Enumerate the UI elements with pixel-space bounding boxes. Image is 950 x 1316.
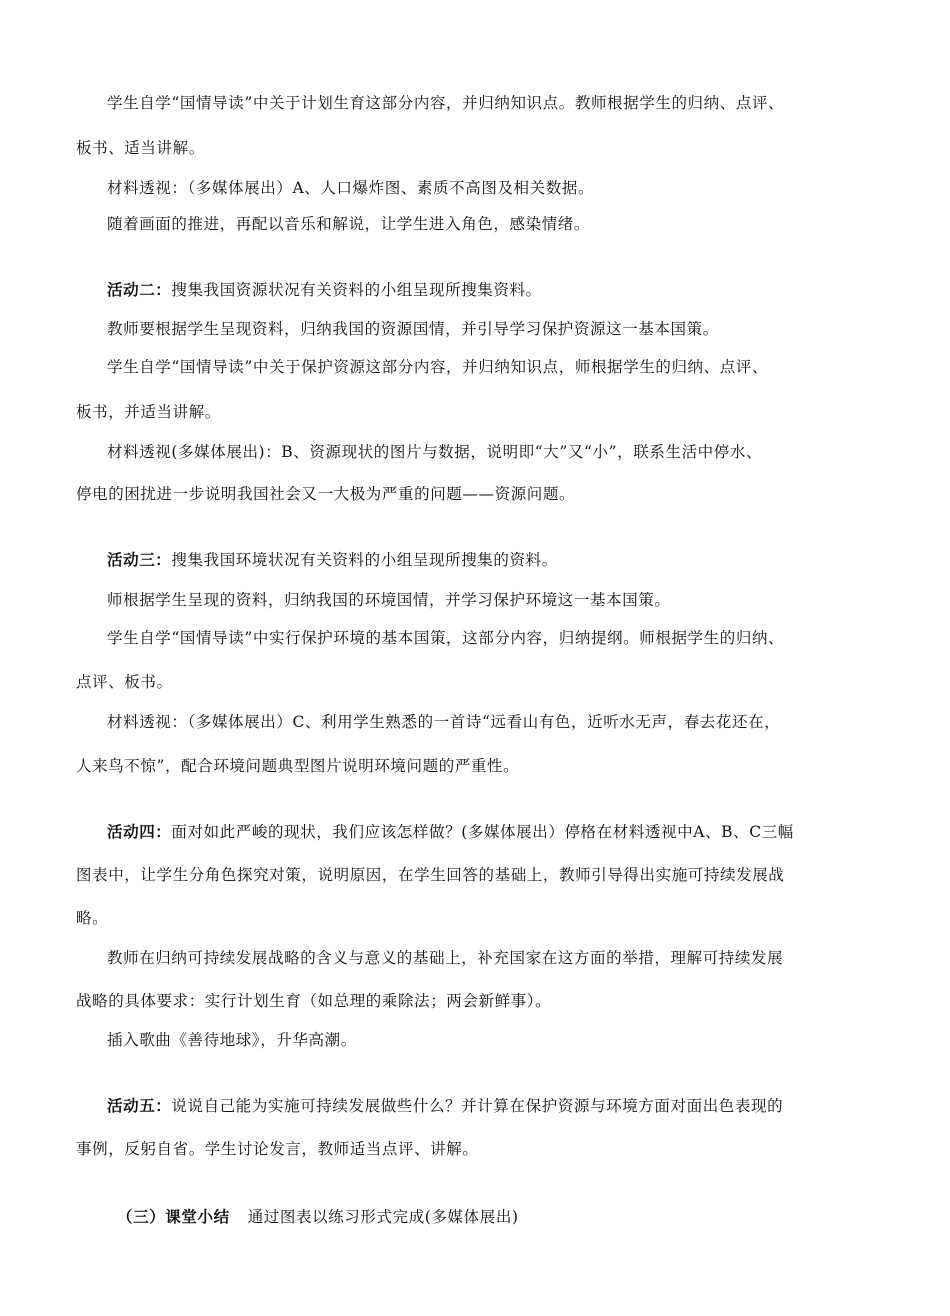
paragraph-line: 插入歌曲《善待地球》，升华高潮。	[107, 1031, 357, 1049]
paragraph-line: 事例，反躬自省。学生讨论发言，教师适当点评、讲解。	[76, 1140, 479, 1158]
paragraph-line: 教师要根据学生呈现资料，归纳我国的资源国情，并引导学习保护资源这一基本国策。	[107, 320, 719, 338]
activity-4-heading	[107, 821, 927, 843]
activity-4-title: 活动四：	[107, 823, 172, 841]
section-summary	[117, 1206, 937, 1228]
activity-5-intro: 说说自己能为实施可持续发展做些什么？并计算在保护资源与环境方面对面出色表现的	[171, 1097, 784, 1115]
paragraph-line: 教师在归纳可持续发展战略的含义与意义的基础上，补充国家在这方面的举措，理解可持续发展	[107, 949, 784, 967]
paragraph-line: 点评、板书。	[76, 673, 173, 691]
paragraph-line: 图表中，让学生分角色探究对策，说明原因，在学生回答的基础上，教师引导得出实施可持续发展战	[76, 866, 785, 884]
paragraph-line: 学生自学“国情导读”中关于保护资源这部分内容，并归纳知识点，师根据学生的归纳、点评、	[107, 358, 769, 376]
paragraph-line: 学生自学“国情导读”中关于计划生育这部分内容，并归纳知识点。教师根据学生的归纳、点评、	[107, 94, 785, 112]
paragraph-line: 材料透视：（多媒体展出）C、利用学生熟悉的一首诗“远看山有色，近听水无声，春去花还在，	[107, 713, 781, 731]
paragraph-line: 略。	[76, 909, 109, 927]
activity-2-title: 活动二：	[107, 281, 172, 299]
summary-title: （三）课堂小结	[117, 1208, 230, 1226]
paragraph-line: 学生自学“国情导读”中实行保护环境的基本国策，这部分内容，归纳提纲。师根据学生的归纳、	[107, 629, 785, 647]
paragraph-line: 随着画面的推进，再配以音乐和解说，让学生进入角色，感染情绪。	[107, 215, 591, 233]
paragraph-line: 师根据学生呈现的资料，归纳我国的环境国情，并学习保护环境这一基本国策。	[107, 591, 671, 609]
paragraph-line: 停电的困扰进一步说明我国社会又一大极为严重的问题——资源问题。	[76, 485, 576, 503]
activity-3-heading	[107, 549, 927, 571]
activity-4-intro: 面对如此严峻的现状，我们应该怎样做？(多媒体展出）停格在材料透视中A、B、C三幅	[171, 823, 794, 841]
paragraph-line: 人来鸟不惊”，配合环境问题典型图片说明环境问题的严重性。	[76, 757, 520, 775]
paragraph-line: 材料透视(多媒体展出)：B、资源现状的图片与数据，说明即“大”又“小”，联系生活中停水、	[107, 443, 763, 461]
paragraph-line: 板书、适当讲解。	[76, 139, 205, 157]
activity-5-heading	[107, 1095, 927, 1117]
activity-2-heading	[107, 279, 927, 301]
summary-text: 通过图表以练习形式完成(多媒体展出)	[247, 1208, 519, 1226]
paragraph-line: 材料透视：（多媒体展出）A、人口爆炸图、素质不高图及相关数据。	[107, 179, 595, 197]
activity-2-intro: 搜集我国资源状况有关资料的小组呈现所搜集资料。	[171, 281, 542, 299]
activity-5-title: 活动五：	[107, 1097, 172, 1115]
activity-3-title: 活动三：	[107, 551, 172, 569]
activity-3-intro: 搜集我国环境状况有关资料的小组呈现所搜集的资料。	[171, 551, 558, 569]
paragraph-line: 战略的具体要求：实行计划生育（如总理的乘除法；两会新鲜事）。	[76, 992, 552, 1010]
paragraph-line: 板书，并适当讲解。	[76, 403, 221, 421]
